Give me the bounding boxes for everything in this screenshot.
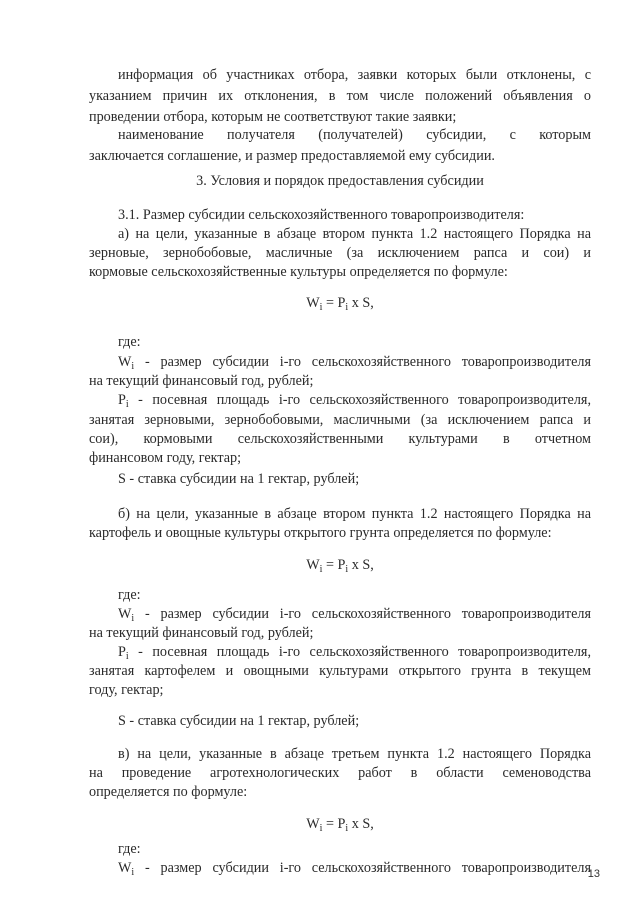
formula	[89, 294, 591, 317]
text-line: $P_i$ - посевная площадь i-го сельскохозяйственного товаропроизводителя,	[118, 644, 591, 662]
formula-eq: = P	[322, 557, 346, 573]
formula-tail: x S,	[348, 557, 374, 573]
text-line: S - ставка субсидии на 1 гектар, рублей;	[118, 713, 360, 729]
text-line: $P_i$ - посевная площадь i-го сельскохозяйственного товаропроизводителя,	[118, 392, 591, 410]
text-line: б) на цели, указанные в абзаце втором пункта 1.2 настоящего Порядка на	[118, 506, 591, 522]
text-line: S - ставка субсидии на 1 гектар, рублей;	[118, 471, 360, 487]
text-line: кормовые сельскохозяйственные культуры определяется по формуле:	[89, 264, 508, 280]
section-heading: 3. Условия и порядок предоставления субсидии	[196, 173, 484, 189]
text-line: $W_i$ - размер субсидии i-го сельскохозяйственного товаропроизводителя	[118, 354, 591, 372]
text-line: наименование получателя (получателей) субсидии, с которым	[118, 127, 591, 143]
text-line: где:	[118, 334, 141, 350]
text-line: финансовом году, гектар;	[89, 450, 242, 466]
formula-rhs-sub: i	[345, 302, 349, 313]
text-line: информация об участниках отбора, заявки которых были отклонены, с	[118, 67, 591, 83]
text-line: на текущий финансовый год, рублей;	[89, 625, 314, 641]
text-line: зерновые, зернобобовые, масличные (за исключением рапса и сои) и	[89, 245, 591, 261]
text-line: указанием причин их отклонения, в том числе положений объявления о	[89, 88, 591, 104]
formula-lhs-sub: i	[319, 564, 323, 575]
text-line: где:	[118, 587, 141, 603]
text-line: на текущий финансовый год, рублей;	[89, 373, 314, 389]
formula-lhs: W	[306, 295, 320, 311]
formula-eq: = P	[322, 816, 346, 832]
text-line: на проведение агротехнологических работ в области семеноводства	[89, 765, 591, 781]
formula-rhs-sub: i	[345, 823, 349, 834]
formula-eq: = P	[322, 295, 346, 311]
text-line: занятая картофелем и овощными культурами открытого грунта в текущем	[89, 663, 591, 679]
formula-lhs-sub: i	[319, 823, 323, 834]
text-line: сои), кормовыми сельскохозяйственными культурами в отчетном	[89, 431, 591, 447]
text-line: определяется по формуле:	[89, 784, 248, 800]
text-line: проведении отбора, которым не соответствуют такие заявки;	[89, 109, 457, 125]
text-line: $W_i$ - размер субсидии i-го сельскохозяйственного товаропроизводителя	[118, 606, 591, 624]
page-number: 13	[587, 868, 600, 880]
formula	[89, 556, 591, 579]
text-line: занятая зерновыми, зернобобовыми, масличными (за исключением рапса и	[89, 412, 591, 428]
formula-lhs: W	[306, 557, 320, 573]
text-line: а) на цели, указанные в абзаце втором пункта 1.2 настоящего Порядка на	[118, 226, 591, 242]
formula	[89, 815, 591, 838]
formula-rhs-sub: i	[345, 564, 349, 575]
formula-lhs: W	[306, 816, 320, 832]
text-line: заключается соглашение, и размер предоставляемой ему субсидии.	[89, 148, 495, 164]
text-line: в) на цели, указанные в абзаце третьем пункта 1.2 настоящего Порядка	[118, 746, 591, 762]
text-line: где:	[118, 841, 141, 857]
formula-tail: x S,	[348, 816, 374, 832]
text-line: году, гектар;	[89, 682, 164, 698]
text-line: картофель и овощные культуры открытого грунта определяется по формуле:	[89, 525, 552, 541]
text-line: $W_i$ - размер субсидии i-го сельскохозяйственного товаропроизводителя	[118, 860, 591, 878]
formula-tail: x S,	[348, 295, 374, 311]
text-line: 3.1. Размер субсидии сельскохозяйственного товаропроизводителя:	[118, 207, 525, 223]
formula-lhs-sub: i	[319, 302, 323, 313]
